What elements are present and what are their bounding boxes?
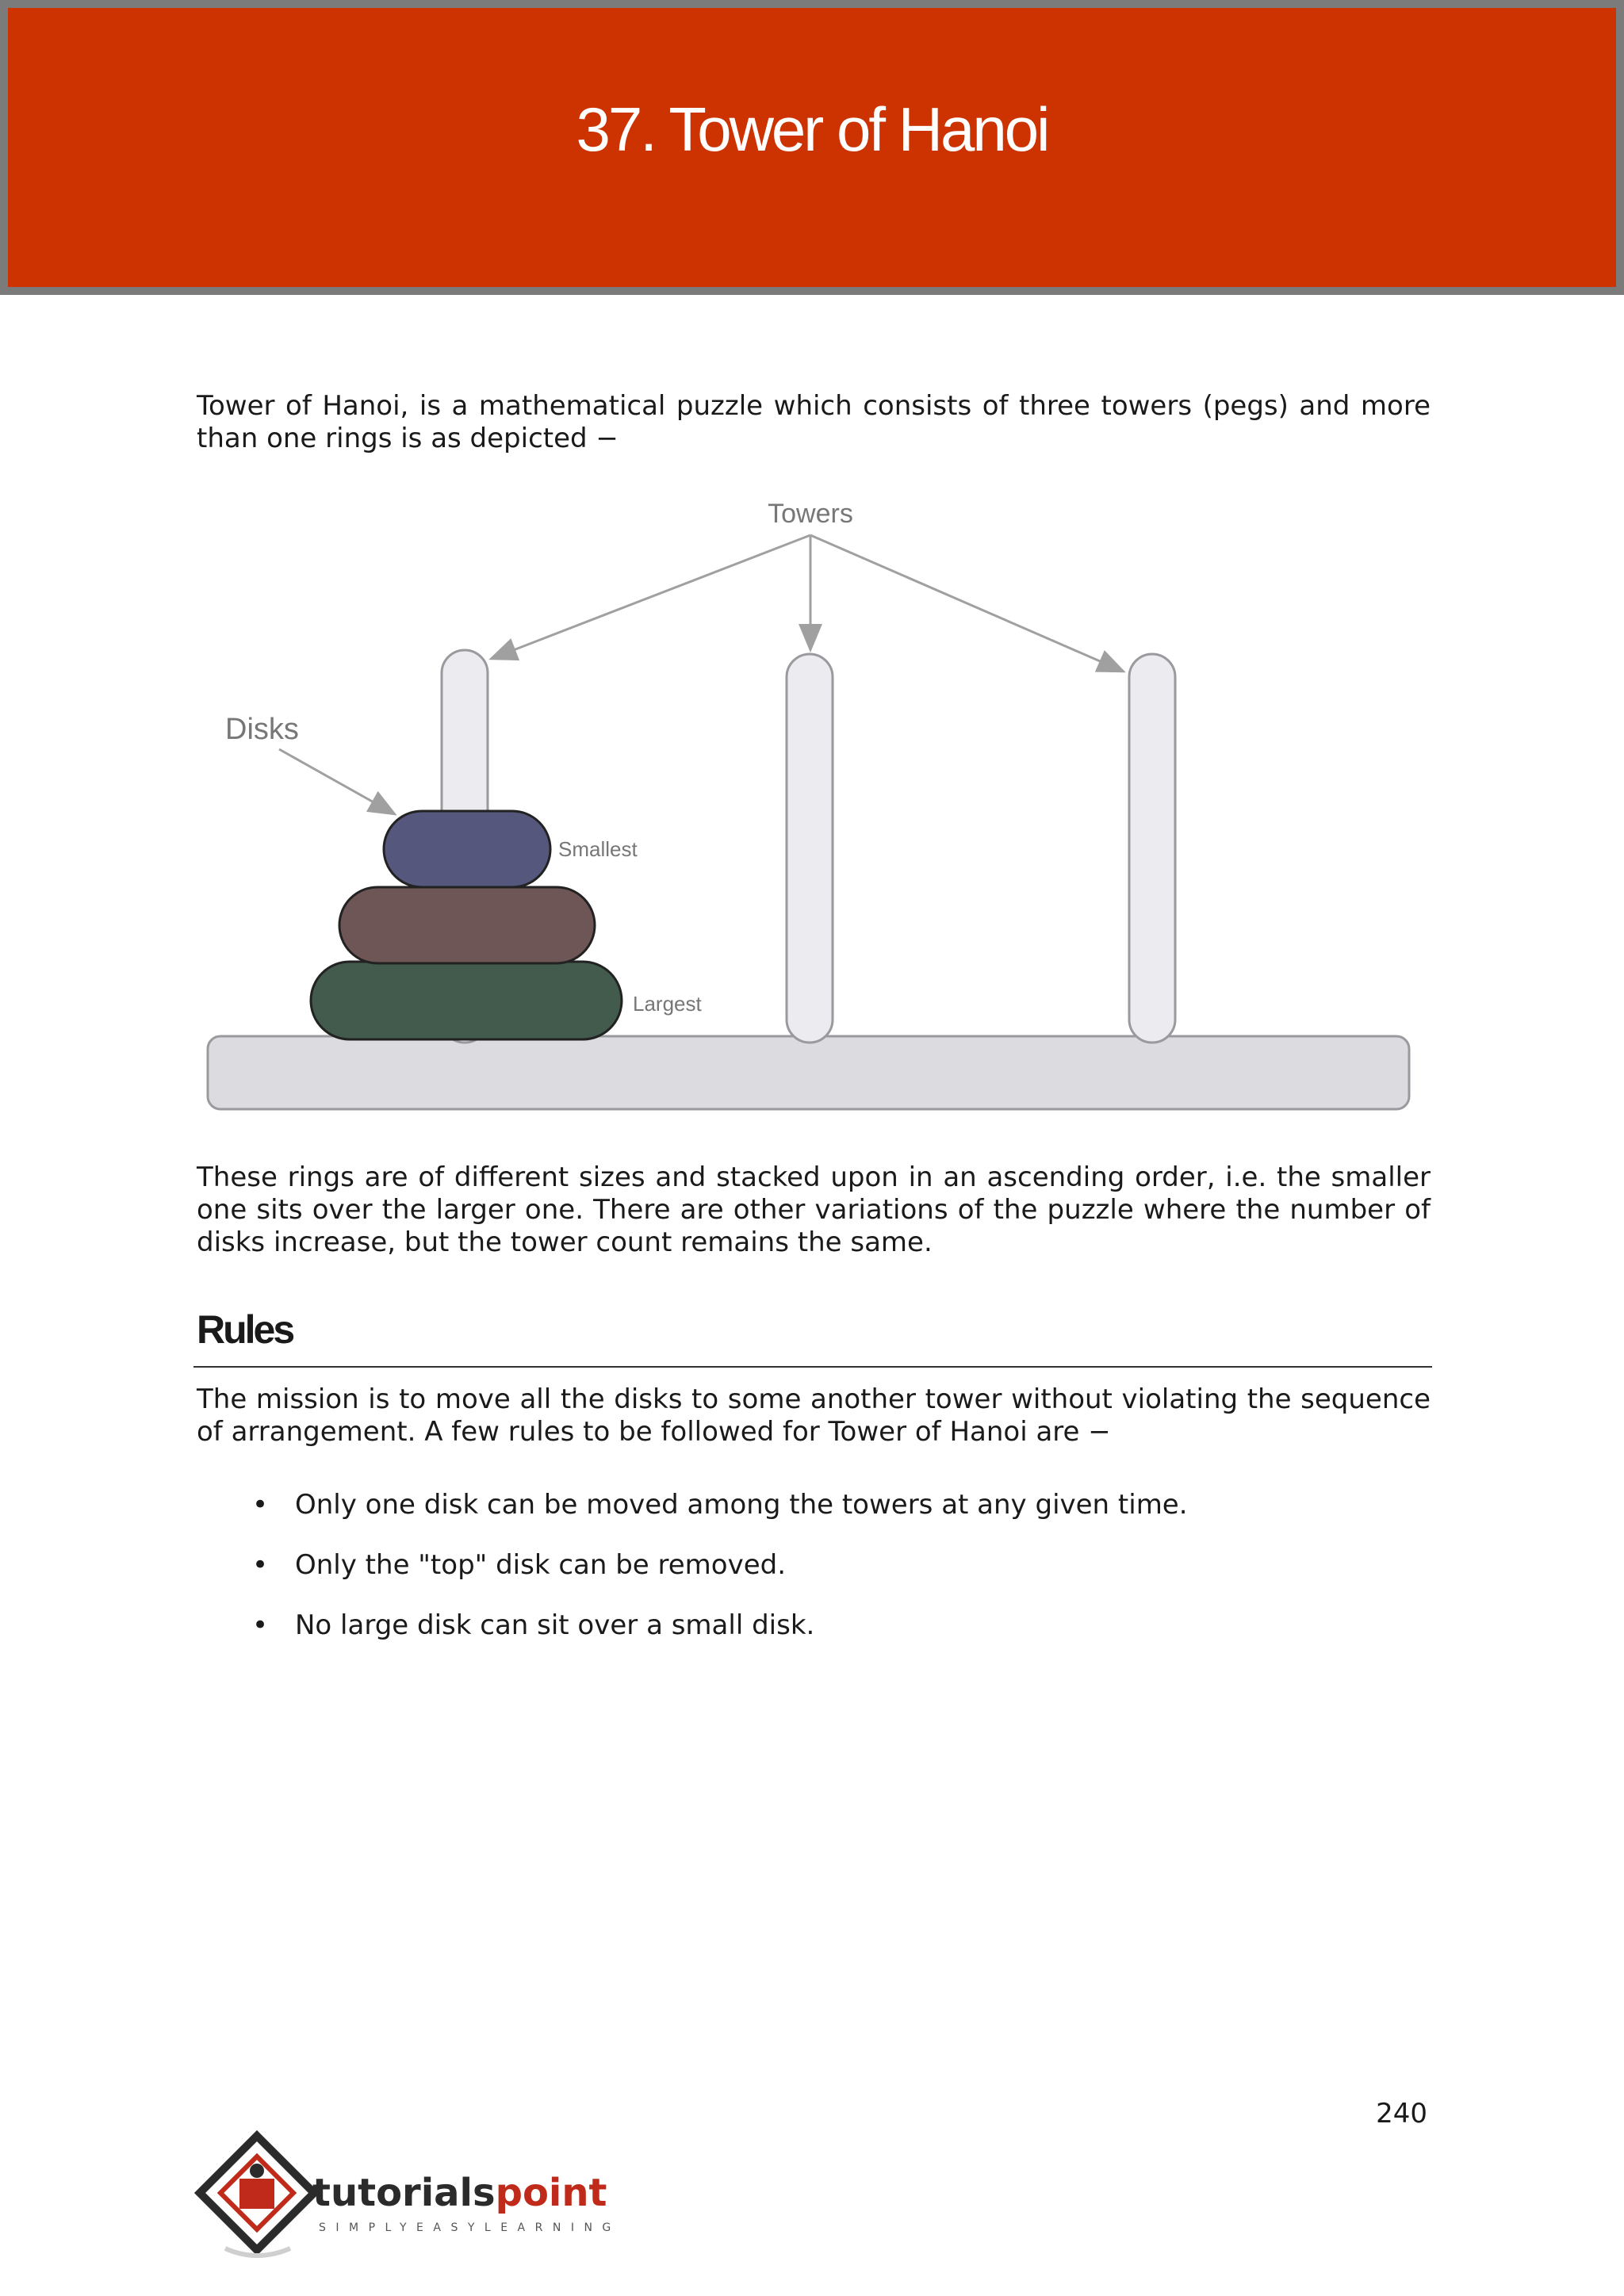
rules-heading: Rules	[197, 1307, 293, 1352]
chapter-banner	[0, 0, 1624, 295]
disk-medium	[339, 887, 595, 963]
disk-largest	[311, 962, 622, 1039]
arrow-to-disk	[279, 749, 395, 814]
rules-list	[197, 1489, 1431, 1670]
list-item	[197, 1549, 1431, 1609]
tutorialspoint-logo	[193, 2130, 638, 2267]
hanoi-diagram	[200, 488, 1421, 1118]
tower-of-hanoi-figure	[200, 488, 1421, 1118]
chapter-title: 37. Tower of Hanoi	[576, 94, 1048, 164]
arrow-to-left-peg	[491, 535, 810, 659]
intro-paragraph: Tower of Hanoi, is a mathematical puzzle which consists of three towers (pegs) and more than one rings is as depicted −	[197, 390, 1431, 454]
arrow-to-right-peg	[810, 535, 1124, 672]
rule-text: No large disk can sit over a small disk.	[295, 1609, 815, 1641]
smallest-label: Smallest	[558, 837, 638, 861]
peg-right	[1129, 654, 1175, 1043]
page-number: 240	[1376, 2098, 1427, 2130]
base-board	[208, 1036, 1409, 1109]
svg-text:SIMPLYEASYLEARNING: SIMPLYEASYLEARNING	[319, 2221, 621, 2234]
bullet-icon: •	[252, 1489, 269, 1521]
rules-intro-paragraph: The mission is to move all the disks to some another tower without violating the sequence of arrangement. A few rules to be followed for Tower of Hanoi are −	[197, 1383, 1431, 1448]
bullet-icon: •	[252, 1549, 269, 1581]
rule-text: Only the "top" disk can be removed.	[295, 1549, 787, 1581]
peg-middle	[787, 654, 833, 1043]
svg-text:tutorialspoint: tutorialspoint	[312, 2171, 607, 2215]
heading-divider	[193, 1366, 1432, 1368]
disk-smallest	[384, 811, 550, 887]
list-item	[197, 1609, 1431, 1670]
description-paragraph: These rings are of different sizes and stacked upon in an ascending order, i.e. the smaller one sits over the larger one. There are other variations of the puzzle where the number of disks increase, but the tower count remains the same.	[197, 1161, 1431, 1258]
rule-text: Only one disk can be moved among the towers at any given time.	[295, 1489, 1188, 1521]
disks-label: Disks	[225, 713, 299, 746]
bullet-icon: •	[252, 1609, 269, 1641]
logo-icon	[193, 2130, 638, 2264]
intro-section	[197, 390, 1431, 455]
largest-label: Largest	[633, 992, 702, 1016]
list-item	[197, 1489, 1431, 1549]
towers-label: Towers	[768, 499, 853, 529]
